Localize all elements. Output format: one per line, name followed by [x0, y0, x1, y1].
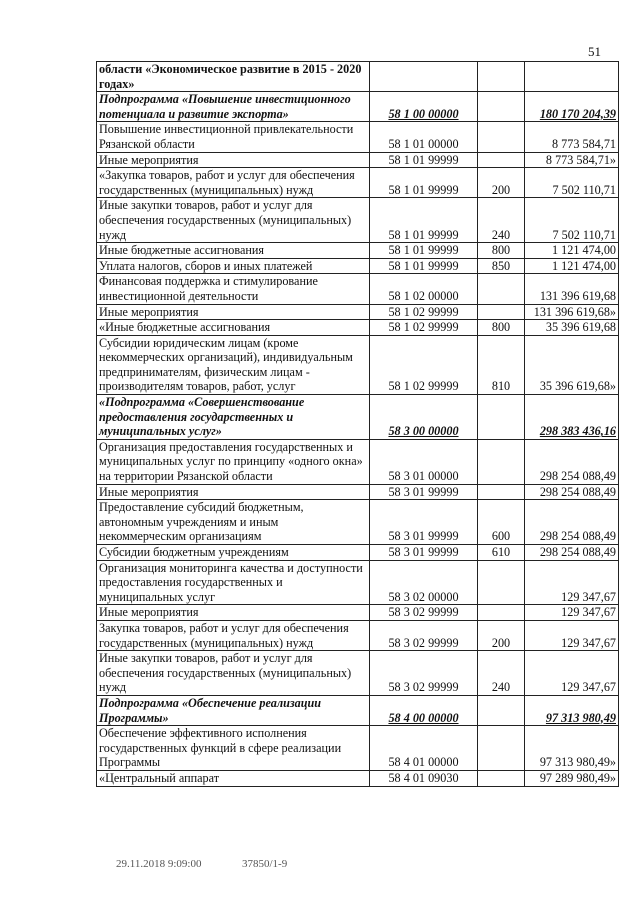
table-row — [97, 122, 619, 152]
row-code: 58 4 00 00000 — [370, 695, 478, 725]
row-amount: 35 396 619,68 — [525, 320, 619, 336]
budget-table — [96, 61, 619, 787]
row-name: Иные мероприятия — [97, 484, 370, 500]
table-row — [97, 243, 619, 259]
row-kind — [478, 152, 525, 168]
row-code: 58 3 01 00000 — [370, 439, 478, 484]
row-code: 58 1 01 99999 — [370, 152, 478, 168]
row-code: 58 1 01 99999 — [370, 198, 478, 243]
row-kind — [478, 605, 525, 621]
table-row — [97, 258, 619, 274]
row-name: Обеспечение эффективного исполнения государственных функций в сфере реализации Программы — [97, 726, 370, 771]
row-kind: 200 — [478, 620, 525, 650]
table-row — [97, 620, 619, 650]
row-kind: 200 — [478, 168, 525, 198]
row-code: 58 3 02 00000 — [370, 560, 478, 605]
row-kind — [478, 770, 525, 786]
table-row — [97, 168, 619, 198]
row-kind — [478, 726, 525, 771]
row-name: Закупка товаров, работ и услуг для обеспечения государственных (муниципальных) нужд — [97, 620, 370, 650]
row-name: «Подпрограмма «Совершенствование предоставления государственных и муниципальных услуг» — [97, 395, 370, 440]
row-name: Иные мероприятия — [97, 152, 370, 168]
row-code: 58 1 00 00000 — [370, 92, 478, 122]
table-row — [97, 62, 619, 92]
row-name: Подпрограмма «Повышение инвестиционного потенциала и развитие экспорта» — [97, 92, 370, 122]
row-code: 58 1 02 99999 — [370, 304, 478, 320]
row-kind — [478, 274, 525, 304]
row-kind: 600 — [478, 500, 525, 545]
row-code: 58 1 01 99999 — [370, 243, 478, 259]
row-code: 58 3 02 99999 — [370, 620, 478, 650]
row-kind: 800 — [478, 320, 525, 336]
row-kind: 240 — [478, 651, 525, 696]
table-row — [97, 651, 619, 696]
row-kind — [478, 62, 525, 92]
row-kind: 810 — [478, 335, 525, 394]
row-name: Иные закупки товаров, работ и услуг для обеспечения государственных (муниципальных) нужд — [97, 198, 370, 243]
row-code: 58 3 02 99999 — [370, 651, 478, 696]
row-kind: 800 — [478, 243, 525, 259]
row-amount: 131 396 619,68» — [525, 304, 619, 320]
row-amount: 8 773 584,71 — [525, 122, 619, 152]
table-row — [97, 395, 619, 440]
row-name: Иные закупки товаров, работ и услуг для обеспечения государственных (муниципальных) нужд — [97, 651, 370, 696]
row-amount: 7 502 110,71 — [525, 168, 619, 198]
row-amount: 298 254 088,49 — [525, 545, 619, 561]
row-name: Организация мониторинга качества и доступности предоставления государственных и муниципальных услуг — [97, 560, 370, 605]
table-row — [97, 198, 619, 243]
row-name: Уплата налогов, сборов и иных платежей — [97, 258, 370, 274]
table-row — [97, 335, 619, 394]
row-code: 58 3 00 00000 — [370, 395, 478, 440]
table-row — [97, 770, 619, 786]
table-row — [97, 304, 619, 320]
row-kind — [478, 484, 525, 500]
row-amount: 298 254 088,49 — [525, 484, 619, 500]
row-code: 58 1 01 00000 — [370, 122, 478, 152]
row-name: «Закупка товаров, работ и услуг для обеспечения государственных (муниципальных) нужд — [97, 168, 370, 198]
footer-registration-number: 37850/1-9 — [242, 858, 288, 870]
table-row — [97, 560, 619, 605]
row-amount: 129 347,67 — [525, 560, 619, 605]
row-kind — [478, 304, 525, 320]
row-name: Иные мероприятия — [97, 304, 370, 320]
row-amount: 129 347,67 — [525, 605, 619, 621]
row-kind — [478, 395, 525, 440]
row-name: Иные бюджетные ассигнования — [97, 243, 370, 259]
row-code: 58 3 01 99999 — [370, 545, 478, 561]
row-name: Предоставление субсидий бюджетным, автономным учреждениям и иным некоммерческим организациям — [97, 500, 370, 545]
budget-table-body — [97, 62, 619, 787]
table-row — [97, 92, 619, 122]
row-name: Повышение инвестиционной привлекательности Рязанской области — [97, 122, 370, 152]
table-row — [97, 274, 619, 304]
row-name: области «Экономическое развитие в 2015 - 2020 годах» — [97, 62, 370, 92]
row-kind — [478, 122, 525, 152]
row-code: 58 3 01 99999 — [370, 484, 478, 500]
row-kind — [478, 560, 525, 605]
row-name: Организация предоставления государственных и муниципальных услуг по принципу «одного окна» на территории Рязанской области — [97, 439, 370, 484]
row-amount: 35 396 619,68» — [525, 335, 619, 394]
table-row — [97, 320, 619, 336]
row-name: Иные мероприятия — [97, 605, 370, 621]
row-code: 58 3 02 99999 — [370, 605, 478, 621]
row-name: Подпрограмма «Обеспечение реализации Программы» — [97, 695, 370, 725]
row-amount: 8 773 584,71» — [525, 152, 619, 168]
row-name: «Иные бюджетные ассигнования — [97, 320, 370, 336]
row-amount: 298 254 088,49 — [525, 439, 619, 484]
table-row — [97, 500, 619, 545]
row-code: 58 1 02 99999 — [370, 320, 478, 336]
row-kind — [478, 439, 525, 484]
row-code: 58 1 02 00000 — [370, 274, 478, 304]
row-amount: 129 347,67 — [525, 651, 619, 696]
row-amount: 298 254 088,49 — [525, 500, 619, 545]
row-kind: 610 — [478, 545, 525, 561]
table-row — [97, 545, 619, 561]
row-amount: 129 347,67 — [525, 620, 619, 650]
row-amount: 97 289 980,49» — [525, 770, 619, 786]
row-kind: 240 — [478, 198, 525, 243]
row-code: 58 1 02 99999 — [370, 335, 478, 394]
table-row — [97, 152, 619, 168]
row-code: 58 1 01 99999 — [370, 258, 478, 274]
row-code: 58 4 01 00000 — [370, 726, 478, 771]
row-amount: 131 396 619,68 — [525, 274, 619, 304]
row-amount: 180 170 204,39 — [525, 92, 619, 122]
row-name: «Центральный аппарат — [97, 770, 370, 786]
table-row — [97, 695, 619, 725]
row-name: Субсидии юридическим лицам (кроме некоммерческих организаций), индивидуальным предпринимателям, физическим лицам - производителям товаров, работ, услуг — [97, 335, 370, 394]
row-name: Финансовая поддержка и стимулирование инвестиционной деятельности — [97, 274, 370, 304]
row-amount: 7 502 110,71 — [525, 198, 619, 243]
row-code: 58 1 01 99999 — [370, 168, 478, 198]
row-amount: 1 121 474,00 — [525, 258, 619, 274]
table-row — [97, 484, 619, 500]
row-name: Субсидии бюджетным учреждениям — [97, 545, 370, 561]
row-amount: 1 121 474,00 — [525, 243, 619, 259]
table-row — [97, 439, 619, 484]
row-amount: 97 313 980,49» — [525, 726, 619, 771]
row-code: 58 4 01 09030 — [370, 770, 478, 786]
row-code — [370, 62, 478, 92]
table-row — [97, 726, 619, 771]
row-code: 58 3 01 99999 — [370, 500, 478, 545]
row-amount: 298 383 436,16 — [525, 395, 619, 440]
page-number: 51 — [588, 44, 601, 59]
row-amount: 97 313 980,49 — [525, 695, 619, 725]
row-kind: 850 — [478, 258, 525, 274]
footer-date: 29.11.2018 9:09:00 — [116, 858, 202, 870]
table-row — [97, 605, 619, 621]
row-amount — [525, 62, 619, 92]
row-kind — [478, 92, 525, 122]
row-kind — [478, 695, 525, 725]
